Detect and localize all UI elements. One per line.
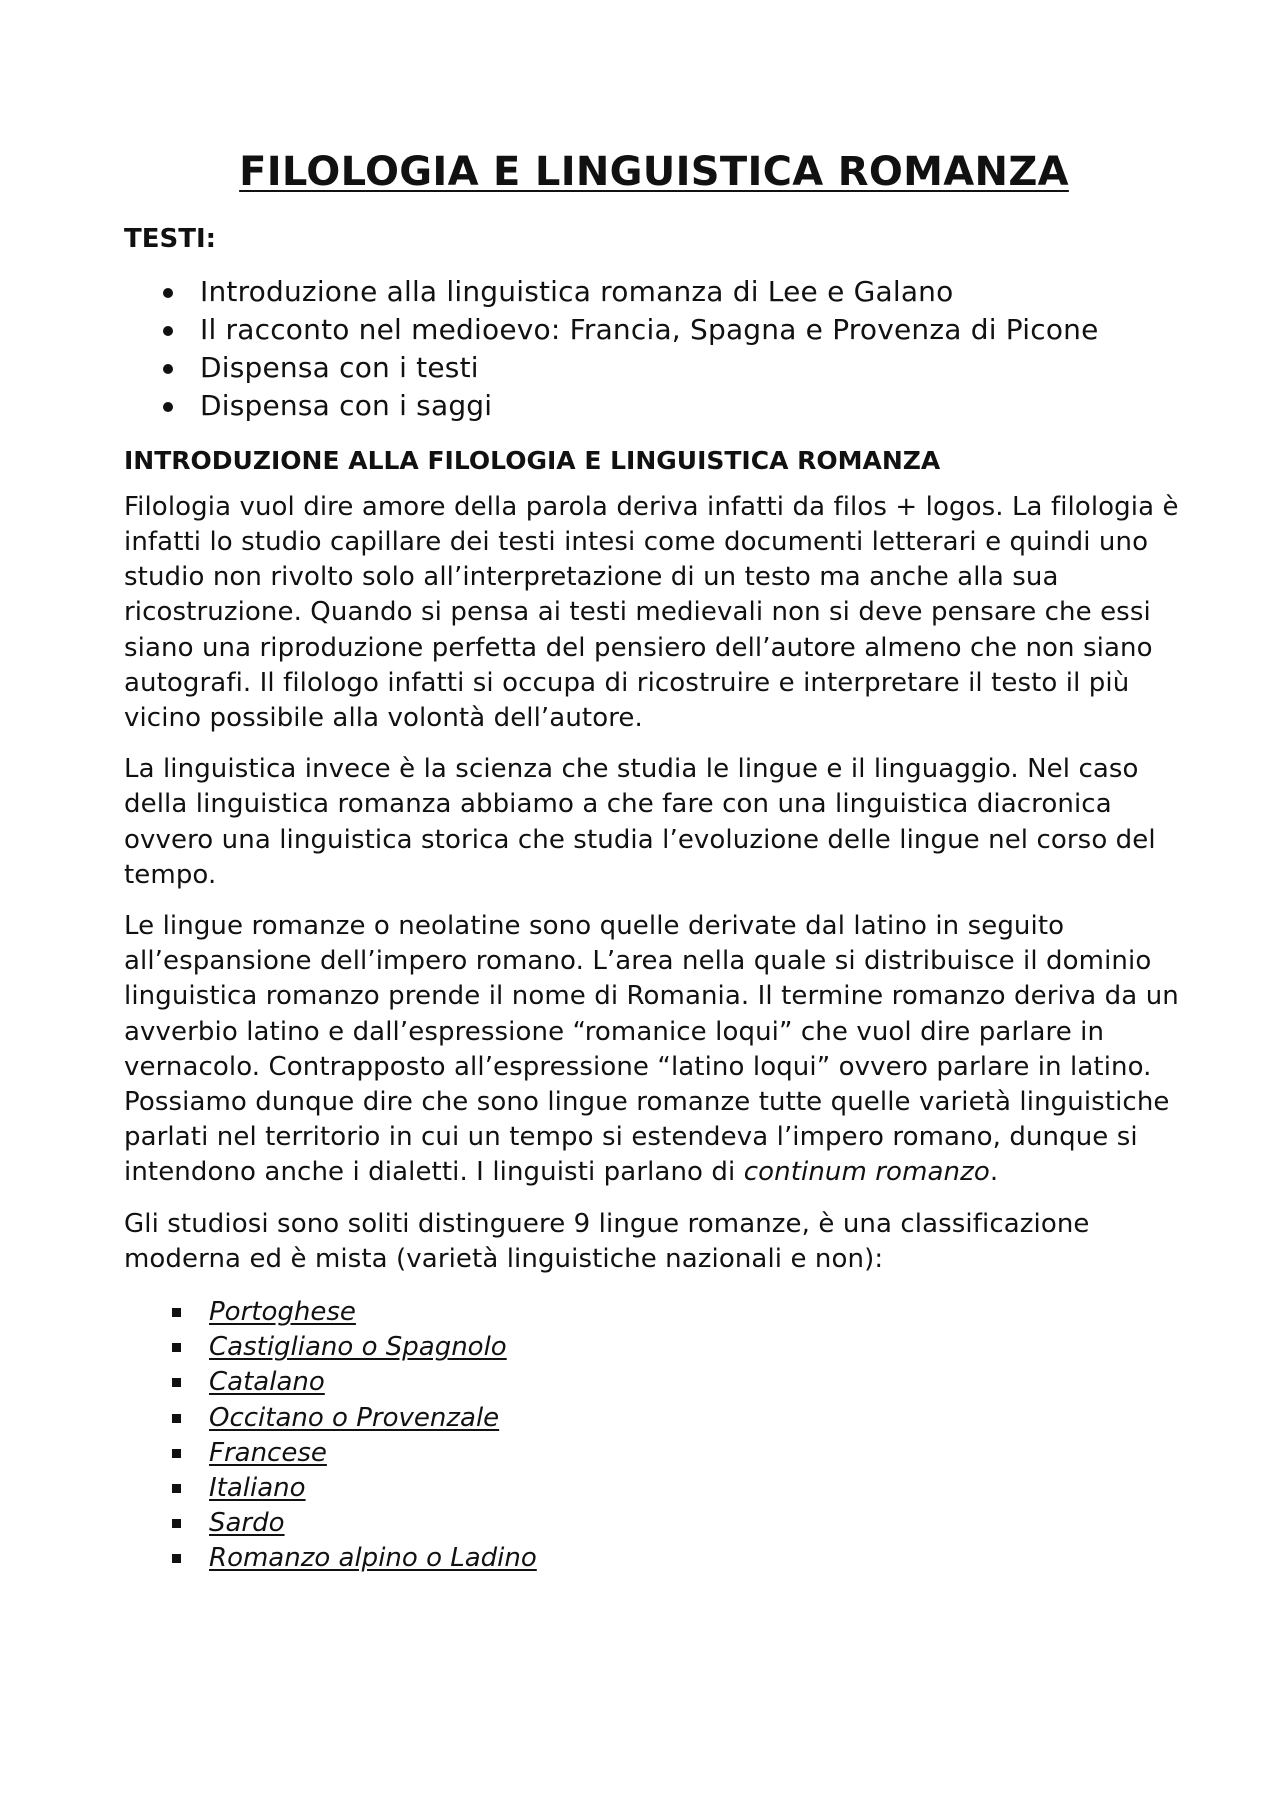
language-link[interactable]: Portoghese <box>209 1296 356 1327</box>
language-link[interactable]: Romanzo alpino o Ladino <box>209 1543 537 1574</box>
list-item <box>209 1401 1184 1436</box>
list-item <box>209 1541 1184 1576</box>
paragraph-text: Le lingue romanze o neolatine sono quelle derivate dal latino in seguito all’espansione dell’impero romano. L’area nella quale si distribuisce il dominio linguistica romanzo prende il nome di Romania. Il termine romanzo deriva da un avverbio latino e dall’espressione “romanice loqui” che vuol dire parlare in vernacolo. Contrapposto all’espressione “latino loqui” ovvero parlare in latino. Possiamo dunque dire che sono lingue romanze tutte quelle varietà linguistiche parlati nel territorio in cui un tempo si estendeva l’impero romano, dunque si intendono anche i dialetti. I linguisti parlano di <box>124 910 1179 1188</box>
list-item <box>209 1295 1184 1330</box>
list-item: Dispensa con i saggi <box>200 387 1184 425</box>
paragraph-classificazione: Gli studiosi sono soliti distinguere 9 lingue romanze, è una classificazione moderna ed è mista (varietà linguistiche nazionali e non): <box>124 1208 1090 1274</box>
list-item <box>209 1436 1184 1471</box>
language-link[interactable]: Occitano o Provenzale <box>209 1402 500 1433</box>
paragraph-lingue-romanze <box>124 909 1184 1191</box>
list-item: Introduzione alla linguistica romanza di Lee e Galano <box>200 273 1184 311</box>
italic-term: continum romanzo <box>743 1157 990 1188</box>
texts-list <box>124 273 1184 425</box>
document-title: FILOLOGIA E LINGUISTICA ROMANZA <box>239 149 1069 195</box>
list-item: Dispensa con i testi <box>200 349 1184 387</box>
document-page <box>124 148 1184 1577</box>
paragraph-end: . <box>989 1157 999 1188</box>
list-item <box>209 1471 1184 1506</box>
list-item <box>209 1506 1184 1541</box>
section-heading: INTRODUZIONE ALLA FILOLOGIA E LINGUISTICA ROMANZA <box>124 446 941 476</box>
paragraph-filologia: Filologia vuol dire amore della parola deriva infatti da filos + logos. La filologia è infatti lo studio capillare dei testi intesi come documenti letterari e quindi uno studio non rivolto solo all’interpretazione di un testo ma anche alla sua ricostruzione. Quando si pensa ai testi medievali non si deve pensare che essi siano una riproduzione perfetta del pensiero dell’autore almeno che non siano autografi. Il filologo infatti si occupa di ricostruire e interpretare il testo il più vicino possibile alla volontà dell’autore. <box>124 491 1179 733</box>
language-link[interactable]: Italiano <box>209 1472 306 1503</box>
language-link[interactable]: Castigliano o Spagnolo <box>209 1332 507 1363</box>
list-item: Il racconto nel medioevo: Francia, Spagna e Provenza di Picone <box>200 311 1184 349</box>
list-item <box>209 1365 1184 1400</box>
paragraph-linguistica: La linguistica invece è la scienza che studia le lingue e il linguaggio. Nel caso della linguistica romanza abbiamo a che fare con una linguistica diacronica ovvero una linguistica storica che studia l’evoluzione delle lingue nel corso del tempo. <box>124 754 1156 890</box>
language-link[interactable]: Catalano <box>209 1367 325 1398</box>
language-link[interactable]: Francese <box>209 1437 327 1468</box>
texts-label: TESTI: <box>124 224 217 254</box>
list-item <box>209 1330 1184 1365</box>
language-link[interactable]: Sardo <box>209 1508 285 1539</box>
languages-list <box>124 1295 1184 1577</box>
